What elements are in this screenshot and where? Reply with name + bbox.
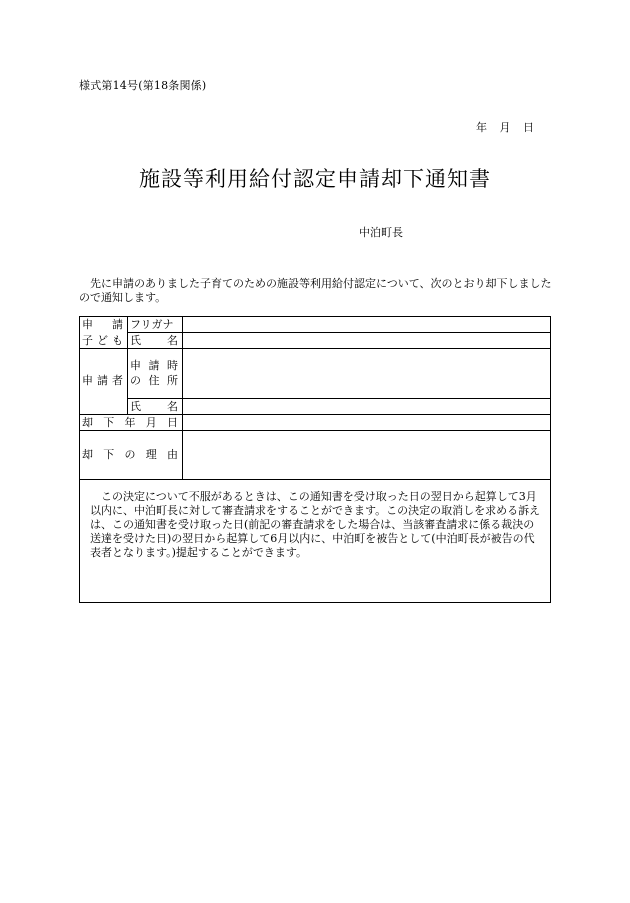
furigana-label: フリガナ [130,318,174,331]
label-char: の [124,448,136,461]
label-char: 却 [82,448,93,461]
intro-text: 先に申請のありました子育てのための施設等利用給付認定について、次のとおり却下しましたので通知します。 [79,277,552,304]
child-name-field[interactable] [183,333,549,348]
appeal-notice: この決定について不服があるときは、この通知書を受け取った日の翌日から起算して3月以内に、中泊町長に対して審査請求をすることができます。この決定の取消しを求める訴えは、この通知書を受け取った日(前記の審査請求をした場合は、当該審査請求に係る裁決の送達を受けた日)の翌日から起算して6月以内に、中泊町を被告として(中泊町長が被告の代表者となります。)提起することができます。 [90,490,541,559]
rejection-date-field[interactable] [183,415,549,430]
child-name-label [130,334,178,348]
child-label-line1 [82,318,123,332]
rejection-reason-label [82,448,178,462]
applicant-label [82,374,123,388]
label-char: 下 [103,448,115,461]
child-label-line2 [82,334,123,348]
applicant-address-field[interactable] [183,349,549,398]
label-char: 者 [112,374,123,387]
label-char: 申 [130,359,141,372]
rejection-table [79,316,551,603]
date-line: 年 月 日 [476,121,534,134]
label-char: 却 [82,416,93,429]
form-number: 様式第14号(第18条関係) [79,79,207,92]
column-divider [127,317,128,415]
label-char: の [130,374,141,387]
label-char: 申 [82,318,93,331]
label-char: 氏 [130,400,141,413]
label-char: 年 [124,416,136,429]
label-char: 時 [167,359,178,372]
applicant-name-label [130,400,178,414]
label-char: 所 [167,374,178,387]
label-char: 請 [112,318,123,331]
row-divider [80,479,550,480]
label-char: 名 [167,334,178,347]
label-char: 日 [167,416,178,429]
label-char: 下 [103,416,115,429]
rejection-reason-field[interactable] [183,431,549,479]
label-char: 名 [167,400,178,413]
label-char: 申 [82,374,93,387]
label-char: 請 [97,374,108,387]
label-char: 住 [148,374,160,387]
document-title: 施設等利用給付認定申請却下通知書 [139,167,491,191]
label-char: 由 [167,448,178,461]
address-label-line1 [130,359,178,373]
label-char: ど [97,334,108,347]
label-char: も [112,334,123,347]
rejection-date-label [82,416,178,430]
label-char: 請 [148,359,160,372]
applicant-name-field[interactable] [183,399,549,414]
label-char: 氏 [130,334,141,347]
furigana-field[interactable] [183,317,549,332]
label-char: 理 [145,448,157,461]
issuer-name: 中泊町長 [359,226,403,239]
label-char: 子 [82,334,93,347]
address-label-line2 [130,374,178,388]
label-char: 月 [145,416,157,429]
